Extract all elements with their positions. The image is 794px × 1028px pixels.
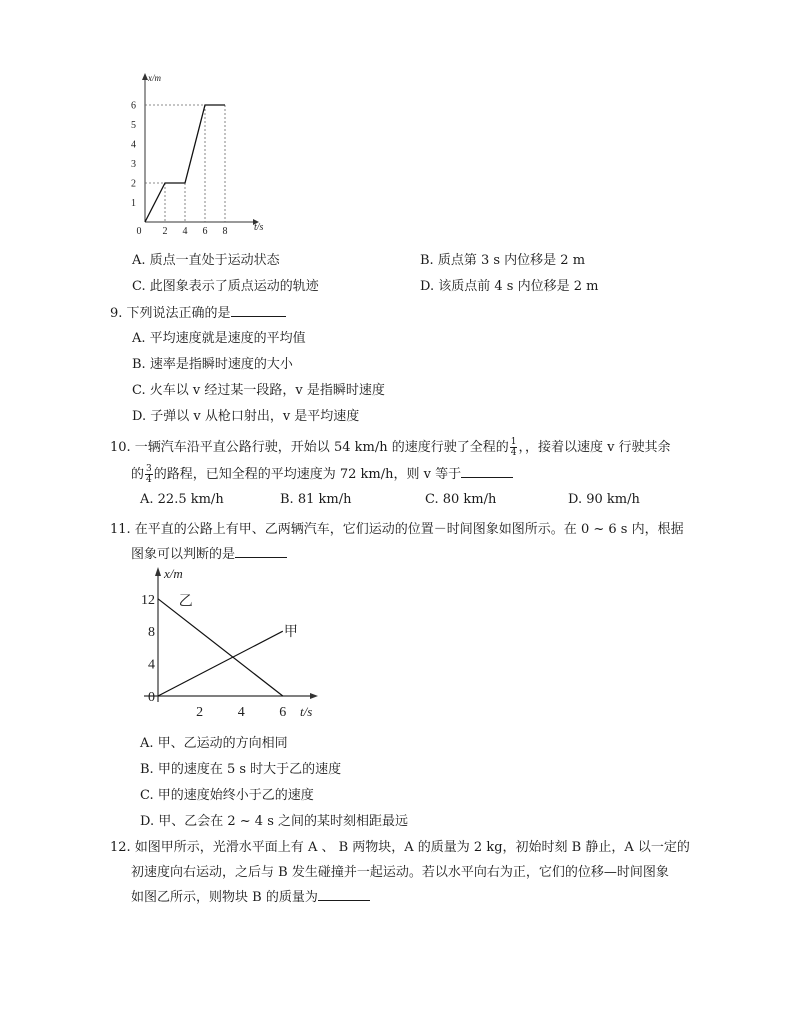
x-tick-label: 6: [279, 705, 287, 720]
series-line: [158, 631, 283, 696]
q10-frac2-num: 3: [146, 464, 152, 474]
x-axis-label: t/s: [300, 704, 313, 719]
q8-option-b: B. 质点第 3 s 内位移是 2 m: [420, 253, 586, 268]
y-axis-label: x/m: [148, 73, 161, 83]
series-label-yi: 乙: [178, 594, 193, 610]
q12-line-2: 初速度向右运动，之后与 B 发生碰撞并一起运动。若以水平向右为正，它们的位移—时间图象: [131, 865, 669, 880]
q9-option-d: D. 子弹以 v 从枪口射出，v 是平均速度: [132, 409, 360, 424]
q10-frac1-num: 1: [510, 437, 517, 447]
q10-text-4: 的路程，已知全程的平均速度为 72 km/h，则 v 等于: [153, 467, 462, 482]
q11-option-d: D. 甲、乙会在 2 ~ 4 s 之间的某时刻相距最远: [140, 814, 408, 829]
x-tick-label: 8: [222, 226, 228, 237]
q10-text-2: ，，接着以速度 v 行驶其余: [518, 440, 671, 455]
x-tick-label: 2: [196, 705, 204, 720]
q9-option-c: C. 火车以 v 经过某一段路，v 是指瞬时速度: [132, 383, 385, 398]
x-tick-label: 2: [162, 226, 168, 237]
x-tick-label: 6: [202, 226, 208, 237]
q10-fraction-1: [510, 437, 518, 458]
q8-option-c: C. 此图象表示了质点运动的轨迹: [132, 279, 319, 294]
y-tick-label: 0: [148, 690, 155, 705]
q10-option-b: B. 81 km/h: [280, 492, 352, 507]
q10-fraction-2: [145, 464, 153, 485]
q11-line-1: 11. 在平直的公路上有甲、乙两辆汽车，它们运动的位置－时间图象如图所示。在 0 ~ 6 s 内，根据: [110, 522, 684, 537]
q10-frac1-den: 4: [510, 448, 517, 458]
y-tick-label: 8: [148, 625, 155, 641]
chart-2-position-time: [130, 562, 330, 720]
q11-option-a: A. 甲、乙运动的方向相同: [140, 736, 288, 751]
q12-answer-blank: [318, 888, 370, 901]
q12-text-3: 如图乙所示，则物块 B 的质量为: [131, 890, 318, 905]
q11-option-c: C. 甲的速度始终小于乙的速度: [140, 788, 314, 803]
q10-option-a: A. 22.5 km/h: [140, 492, 224, 507]
x-tick-label: 4: [182, 226, 188, 237]
y-tick-label: 3: [131, 159, 136, 170]
q8-option-d: D. 该质点前 4 s 内位移是 2 m: [420, 279, 599, 294]
y-tick-label: 2: [131, 178, 136, 190]
q9-stem: [110, 302, 286, 321]
q10-line-2: [131, 463, 513, 485]
series-line: [158, 599, 283, 696]
y-tick-label: 6: [131, 100, 136, 112]
q12-line-3: [131, 886, 370, 905]
q9-stem-text: 9. 下列说法正确的是: [110, 306, 231, 321]
q12-line-1: 12. 如图甲所示，光滑水平面上有 A 、 B 两物块，A 的质量为 2 kg，初始时刻 B 静止，A 以一定的: [110, 840, 690, 855]
y-tick-label: 1: [131, 198, 136, 209]
q9-option-b: B. 速率是指瞬时速度的大小: [132, 357, 293, 372]
q9-answer-blank: [231, 304, 286, 317]
x-tick-label: 4: [237, 705, 245, 720]
x-axis-label: t/s: [254, 222, 264, 233]
x-axis-arrow: [310, 693, 318, 699]
q11-option-b: B. 甲的速度在 5 s 时大于乙的速度: [140, 762, 342, 777]
y-tick-label: 5: [131, 120, 136, 131]
q11-text-2: 图象可以判断的是: [131, 547, 236, 562]
y-tick-label: 12: [141, 592, 155, 608]
q10-frac2-den: 4: [146, 475, 152, 485]
y-tick-label: 4: [148, 657, 155, 673]
q11-line-2: [131, 543, 287, 562]
origin-label: 0: [136, 226, 142, 237]
y-tick-label: 4: [131, 139, 136, 151]
y-axis-arrow: [155, 567, 161, 576]
q11-answer-blank: [235, 545, 287, 558]
y-axis-label: x/m: [164, 566, 183, 581]
q10-option-c: C. 80 km/h: [425, 492, 497, 507]
series-label-jia: 甲: [283, 625, 298, 641]
q10-option-d: D. 90 km/h: [568, 492, 640, 507]
q10-text-3: 的: [131, 467, 145, 482]
q10-text-1: 10. 一辆汽车沿平直公路行驶，开始以 54 km/h 的速度行驶了全程的: [110, 440, 509, 455]
chart-1-position-time: [125, 68, 275, 240]
q10-line-1: [110, 436, 671, 458]
q10-answer-blank: [461, 465, 513, 478]
q9-option-a: A. 平均速度就是速度的平均值: [132, 331, 306, 346]
q8-option-a: A. 质点一直处于运动状态: [132, 253, 280, 268]
